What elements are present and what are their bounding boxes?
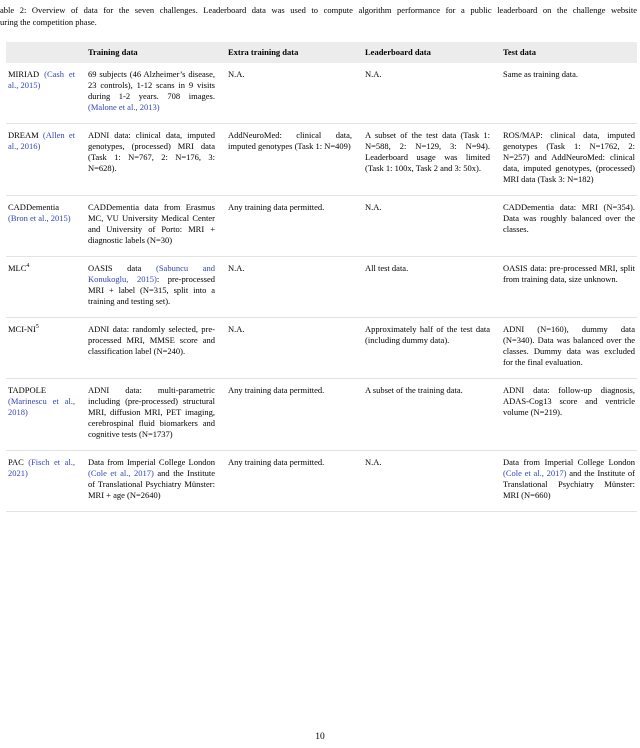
cell-label [6,318,88,379]
citation-link[interactable]: (Cole et al., 2017) [503,468,567,478]
text-segment: Same as training data. [503,69,579,79]
citation-link[interactable]: (Fisch et al., 2021) [8,457,75,478]
text-segment: Approximately half of the test data (including dummy data). [365,324,490,345]
cell-extra [228,379,365,451]
column-header-extra-training-data: Extra training data [228,42,365,63]
column-header-training-data: Training data [88,42,228,63]
cell-test [503,379,637,451]
table-row [6,451,637,512]
text-segment: MCI-NI [8,324,36,334]
text-segment: CADDementia data: MRI (N=354). Data was roughly balanced over the classes. [503,202,635,234]
column-header-test-data: Test data [503,42,637,63]
cell-label [6,257,88,318]
data-overview-table [6,42,637,512]
cell-label [6,124,88,196]
text-segment: N.A. [228,69,245,79]
text-segment: N.A. [228,324,245,334]
citation-link[interactable]: (Malone et al., 2013) [88,102,160,112]
text-segment: ADNI data: multi-parametric including (pre-processed) structural MRI, diffusion MRI, PET imaging, cerebrospinal fluid biomarkers and cognitive tests (N=1737) [88,385,215,439]
text-segment: N.A. [365,202,382,212]
cell-extra [228,124,365,196]
citation-link[interactable]: (Cash et al., 2015) [8,69,76,90]
cell-label [6,196,88,257]
text-segment: MLC [8,263,27,273]
cell-test [503,318,637,379]
cell-training [88,379,228,451]
table-caption-line2: uring the competition phase. [0,16,97,27]
cell-label [6,63,88,124]
text-segment: DREAM [8,130,43,140]
text-segment: and the Institute of Translational Psychiatry Münster: MRI + age (N=2640) [88,468,215,500]
page-number: 10 [315,732,325,742]
table-row [6,257,637,318]
table-row [6,124,637,196]
column-header-empty [6,42,88,63]
text-segment: A subset of the test data (Task 1: N=588, 2: N=129, 3: N=94). Leaderboard usage was limited (Task 1: 100x, Task 2 and 3: 50x). [365,130,490,173]
text-segment: ADNI (N=160), dummy data (N=340). Data was balanced over the classes. Dummy data was excluded for the final evaluation. [503,324,635,367]
citation-link[interactable]: (Sabuncu and Konukoglu, 2015) [88,263,215,284]
text-segment: Any training data permitted. [228,202,325,212]
cell-training [88,451,228,512]
cell-label [6,451,88,512]
cell-extra [228,318,365,379]
text-segment: Any training data permitted. [228,457,325,467]
cell-training [88,196,228,257]
cell-leaderboard [365,318,503,379]
cell-label [6,379,88,451]
table-caption [0,0,640,28]
text-segment: TADPOLE [8,385,47,395]
text-segment: : pre-processed MRI + label (N=315, split into a training and testing set). [88,274,215,306]
footnote-marker: 4 [26,263,30,270]
text-segment: N.A. [228,263,245,273]
cell-extra [228,196,365,257]
text-segment: and the Institute of Translational Psychiatry Münster: MRI (N=660) [503,468,635,500]
text-segment: Data from Imperial College London [503,457,635,467]
text-segment: ADNI data: randomly selected, pre-processed MRI, MMSE score and classification label (N=240). [88,324,215,356]
cell-leaderboard [365,63,503,124]
cell-test [503,257,637,318]
cell-test [503,124,637,196]
cell-leaderboard [365,379,503,451]
table-row [6,196,637,257]
text-segment: All test data. [365,263,409,273]
cell-training [88,257,228,318]
cell-extra [228,451,365,512]
text-segment: ADNI data: follow-up diagnosis, ADAS-Cog13 score and ventricle volume (N=219). [503,385,635,417]
table-header-row [6,42,637,63]
cell-training [88,318,228,379]
table-row [6,318,637,379]
text-segment: N.A. [365,457,382,467]
cell-test [503,63,637,124]
text-segment: MIRIAD [8,69,45,79]
citation-link[interactable]: (Cole et al., 2017) [88,468,154,478]
text-segment: N.A. [365,69,382,79]
text-segment: ADNI data: clinical data, imputed genotypes, (processed) MRI data (Task 1: N=767, 2: N=176, 3: N=628). [88,130,215,173]
table-caption-line1: able 2: Overview of data for the seven challenges. Leaderboard data was used to compute algorithm performance for a public leaderboard on the challenge website [0,5,637,15]
column-header-leaderboard-data: Leaderboard data [365,42,503,63]
text-segment: ROS/MAP: clinical data, imputed genotypes (Task 1: N=1762, 2: N=257) and AddNeuroMed: clinical data, imputed genotypes, (processed) MRI data (Task 3: N=182) [503,130,635,184]
citation-link[interactable]: (Allen et al., 2016) [8,130,75,151]
cell-extra [228,63,365,124]
cell-leaderboard [365,196,503,257]
text-segment: CADDementia data from Erasmus MC, VU University Medical Center and University of Porto: MRI + diagnostic labels (N=30) [88,202,215,245]
cell-leaderboard [365,451,503,512]
cell-test [503,196,637,257]
text-segment: AddNeuroMed: clinical data, imputed genotypes (Task 1: N=409) [228,130,352,151]
cell-training [88,124,228,196]
cell-leaderboard [365,257,503,318]
cell-extra [228,257,365,318]
citation-link[interactable]: (Marinescu et al., 2018) [8,396,75,417]
text-segment: CADDementia [8,202,59,212]
text-segment: OASIS data: pre-processed MRI, split from training data, size unknown. [503,263,635,284]
footnote-marker: 5 [35,324,39,331]
text-segment: A subset of the training data. [365,385,463,395]
text-segment: OASIS data [88,263,156,273]
table-row [6,379,637,451]
cell-training [88,63,228,124]
text-segment: PAC [8,457,29,467]
cell-test [503,451,637,512]
citation-link[interactable]: (Bron et al., 2015) [8,213,71,223]
text-segment: 69 subjects (46 Alzheimer’s disease, 23 controls), 1-12 scans in 9 visits during 1-2 years. 708 images. [88,69,215,101]
table-body [6,63,637,512]
cell-leaderboard [365,124,503,196]
table-row [6,63,637,124]
text-segment: Data from Imperial College London [88,457,215,467]
text-segment: Any training data permitted. [228,385,325,395]
